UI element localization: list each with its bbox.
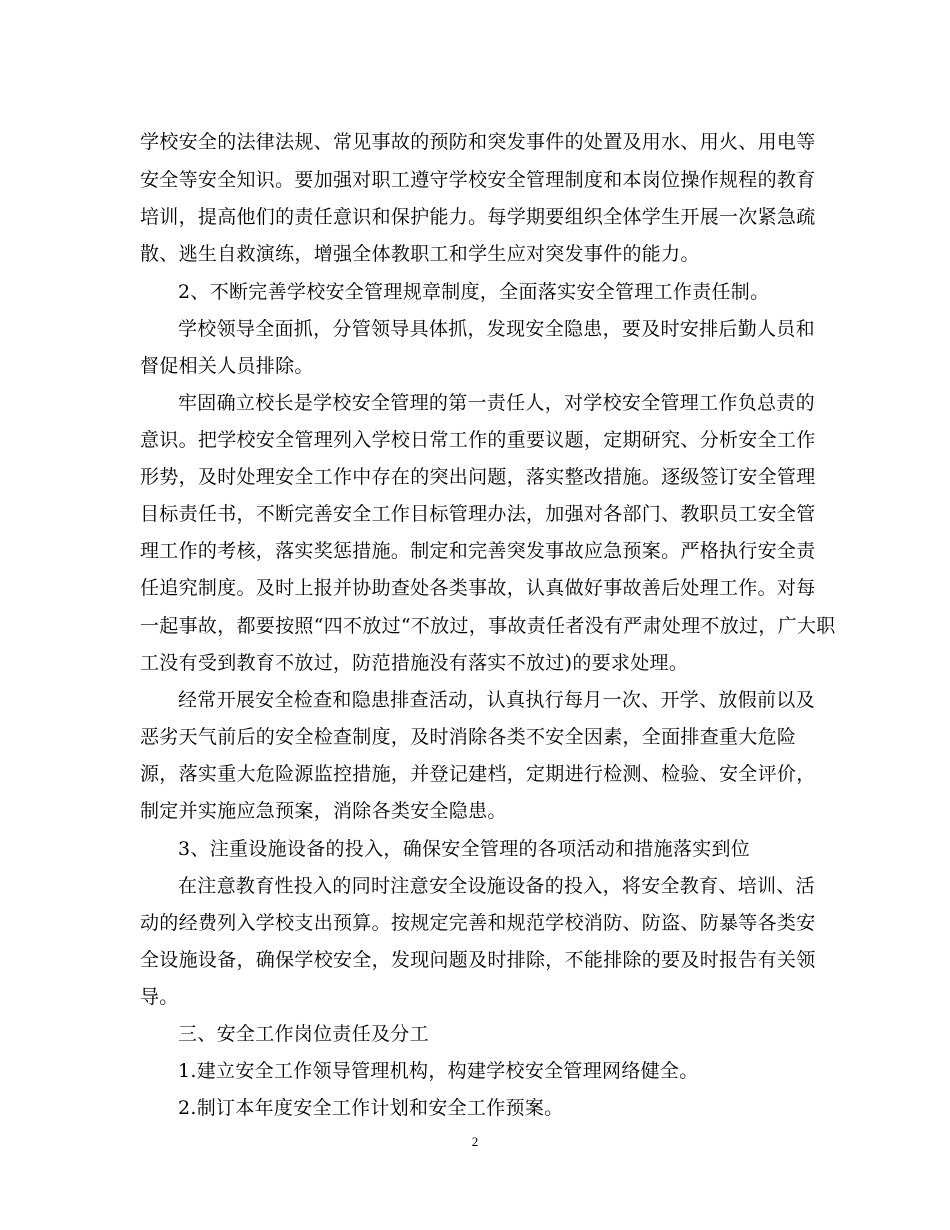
text-line: 全设施设备，确保学校安全，发现问题及时排除，不能排除的要及时报告有关领 [140,949,816,971]
text-line: 源，落实重大危险源监控措施，并登记建档，定期进行检测、检验、安全评价， [140,763,816,785]
text-line: 一起事故，都要按照“四不放过“不放过，事故责任者没有严肃处理不放过，广大职 [140,615,836,637]
text-line: 安全等安全知识。要加强对职工遵守学校安全管理制度和本岗位操作规程的教育 [140,169,816,191]
list-item: 2.制订本年度安全工作计划和安全工作预案。 [178,1097,564,1119]
text-line: 导。 [140,986,179,1008]
text-line: 理工作的考核，落实奖惩措施。制定和完善突发事故应急预案。严格执行安全责 [140,540,816,562]
text-line: 培训，提高他们的责任意识和保护能力。每学期要组织全体学生开展一次紧急疏 [140,206,816,228]
text-line: 目标责任书，不断完善安全工作目标管理办法，加强对各部门、教职员工安全管 [140,503,816,525]
paragraph-start: 学校领导全面抓，分管领导具体抓，发现安全隐患，要及时安排后勤人员和 [178,318,815,340]
section-heading: 三、安全工作岗位责任及分工 [178,1023,429,1045]
text-line: 散、逃生自救演练，增强全体教职工和学生应对突发事件的能力。 [140,243,700,265]
text-line: 工没有受到教育不放过，防范措施没有落实不放过)的要求处理。 [140,652,689,674]
text-line: 动的经费列入学校支出预算。按规定完善和规范学校消防、防盗、防暴等各类安 [140,912,816,934]
text-line: 督促相关人员排除。 [140,355,314,377]
text-line: 制定并实施应急预案，消除各类安全隐患。 [140,800,507,822]
text-line: 意识。把学校安全管理列入学校日常工作的重要议题，定期研究、分析安全工作 [140,429,816,451]
paragraph-start: 牢固确立校长是学校安全管理的第一责任人，对学校安全管理工作负总责的 [178,392,815,414]
text-line: 学校安全的法律法规、常见事故的预防和突发事件的处置及用水、用火、用电等 [140,131,816,153]
list-item: 1.建立安全工作领导管理机构，构建学校安全管理网络健全。 [178,1060,699,1082]
section-heading: 3、注重设施设备的投入，确保安全管理的各项活动和措施落实到位 [178,838,751,860]
section-heading: 2、不断完善学校安全管理规章制度，全面落实安全管理工作责任制。 [178,281,770,303]
paragraph-start: 在注意教育性投入的同时注意安全设施设备的投入，将安全教育、培训、活 [178,875,815,897]
text-line: 形势，及时处理安全工作中存在的突出问题，落实整改措施。逐级签订安全管理 [140,466,816,488]
text-line: 恶劣天气前后的安全检查制度，及时消除各类不安全因素，全面排查重大危险 [140,726,797,748]
paragraph-start: 经常开展安全检查和隐患排查活动，认真执行每月一次、开学、放假前以及 [178,689,815,711]
page-number: 2 [471,1134,479,1149]
text-line: 任追究制度。及时上报并协助查处各类事故，认真做好事故善后处理工作。对每 [140,577,816,599]
